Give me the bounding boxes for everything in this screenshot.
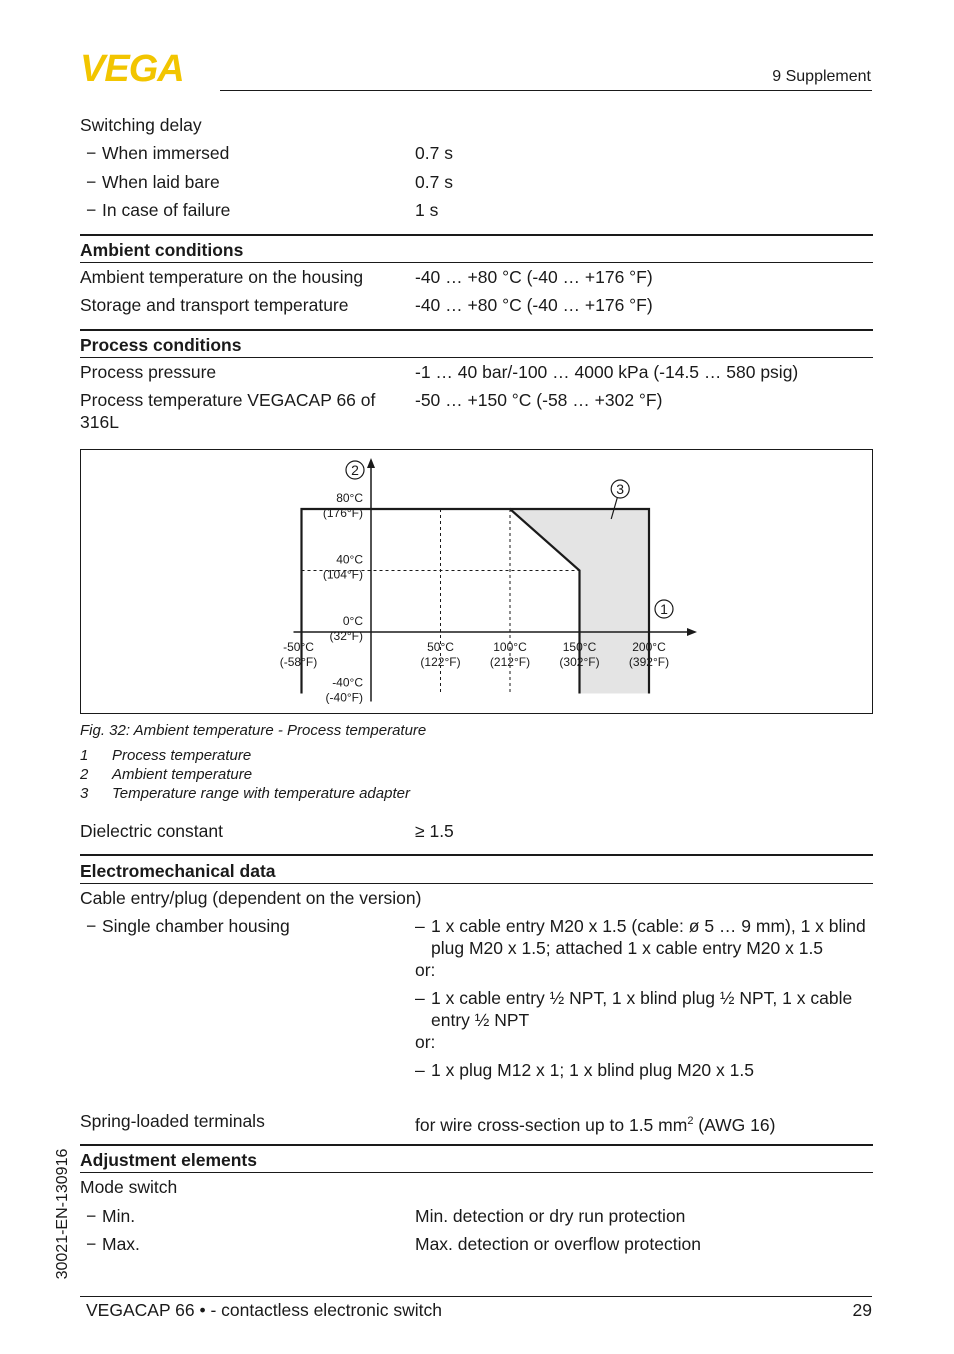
section-title-process: Process conditions — [80, 335, 242, 355]
document-code: 30021-EN-130916 — [54, 1148, 71, 1280]
mode-switch-heading: Mode switch — [80, 1177, 178, 1197]
y-tick-label: (32°F) — [329, 629, 363, 643]
row-value: -40 … +80 °C (-40 … +176 °F) — [415, 295, 653, 315]
legend-text: Ambient temperature — [112, 766, 253, 783]
x-tick-label: 100°C — [493, 640, 527, 654]
y-tick-label: (176°F) — [322, 506, 363, 520]
legend-text: Process temperature — [112, 747, 252, 764]
or-label: or: — [415, 960, 436, 980]
y-tick-label: 40°C — [336, 552, 363, 567]
x-tick-label: (122°F) — [420, 655, 461, 669]
footer-rule — [80, 1296, 872, 1297]
section-top-rule — [80, 329, 873, 331]
section-top-rule — [80, 1144, 873, 1146]
row-label: Process temperature VEGACAP 66 of 316L — [80, 390, 376, 432]
y-tick-label: 0°C — [342, 614, 363, 628]
brand-text: VEGA — [80, 50, 184, 84]
y-tick-label: (-40°F) — [325, 690, 363, 705]
cable-entry-heading: Cable entry/plug (dependent on the version) — [80, 888, 422, 908]
y-tick-label: -40°C — [332, 675, 363, 690]
row-label: − When laid bare — [80, 171, 422, 193]
superscript: 2 — [687, 1115, 694, 1127]
marker-ambient: 2 — [351, 462, 359, 478]
legend-number: 1 — [80, 747, 89, 764]
row-value: 0.7 s — [415, 143, 453, 163]
cable-option-2: – 1 x cable entry ½ NPT, 1 x blind plug ½ NPT, 1 x cable entry ½ NPT — [415, 987, 870, 1031]
row-label: − In case of failure — [80, 199, 422, 221]
section-bottom-rule — [80, 883, 873, 884]
row-label: − When immersed — [80, 142, 422, 164]
footer-product: VEGACAP 66 • - contactless electronic switch — [86, 1300, 442, 1320]
x-tick-label: -50°C — [283, 640, 314, 654]
legend-number: 3 — [80, 785, 89, 802]
section-bottom-rule — [80, 262, 873, 263]
row-value: ≥ 1.5 — [415, 821, 454, 841]
row-value: for wire cross-section up to 1.5 $mm^2$ (AWG 16) — [415, 1114, 776, 1135]
x-tick-label: (-58°F) — [279, 655, 318, 669]
cable-options — [415, 915, 870, 1081]
row-value: -40 … +80 °C (-40 … +176 °F) — [415, 267, 653, 287]
cable-option-1: – 1 x cable entry M20 x 1.5 (cable: ø 5 … 9 mm), 1 x blind plug M20 x 1.5; attached 1 x cable entry M20 x 1.5 — [415, 915, 870, 959]
y-tick-label: (104°F) — [322, 567, 363, 582]
row-label: Process pressure — [80, 362, 217, 382]
or-label: or: — [415, 1032, 436, 1052]
row-label: Spring-loaded terminals — [80, 1111, 265, 1131]
row-value: Min. detection or dry run protection — [415, 1206, 686, 1226]
vega-logo — [80, 50, 212, 84]
row-label: Ambient temperature on the housing — [80, 267, 364, 287]
row-label: − Min. — [80, 1205, 422, 1227]
x-tick-label: (392°F) — [628, 655, 670, 669]
row-label: Dielectric constant — [80, 821, 223, 841]
y-axis-arrow — [367, 458, 375, 468]
marker-process: 1 — [660, 601, 668, 617]
page-number: 29 — [852, 1300, 872, 1320]
legend-number: 2 — [80, 766, 89, 783]
x-tick-label: 150°C — [562, 640, 597, 654]
x-tick-label: (302°F) — [559, 655, 600, 669]
x-tick-label: (212°F) — [489, 655, 531, 669]
marker-adapter: 3 — [616, 481, 625, 497]
section-top-rule — [80, 854, 873, 856]
row-label: − Single chamber housing — [80, 915, 422, 937]
x-tick-label: 200°C — [632, 640, 666, 654]
row-label: Storage and transport temperature — [80, 295, 349, 315]
figure-caption: Fig. 32: Ambient temperature - Process temperature — [80, 722, 427, 739]
section-top-rule — [80, 234, 873, 236]
legend-text: Temperature range with temperature adapter — [112, 785, 410, 802]
section-bottom-rule — [80, 357, 873, 358]
row-value: -50 … +150 °C (-58 … +302 °F) — [415, 390, 663, 410]
y-tick-label: 80°C — [336, 491, 363, 505]
row-label: − Max. — [80, 1233, 422, 1255]
temperature-chart — [81, 450, 872, 713]
section-title-ambient: Ambient conditions — [80, 240, 244, 260]
row-value: Max. detection or overflow protection — [415, 1234, 701, 1254]
row-value: 0.7 s — [415, 172, 453, 192]
header-rule — [220, 90, 872, 91]
x-axis-arrow — [687, 628, 697, 636]
row-value: -1 … 40 bar/-100 … 4000 kPa (-14.5 … 580 psig) — [415, 362, 799, 382]
section-title-adjustment: Adjustment elements — [80, 1150, 257, 1170]
cable-option-3: – 1 x plug M12 x 1; 1 x blind plug M20 x 1.5 — [415, 1059, 870, 1081]
figure-frame — [80, 449, 873, 714]
section-label: 9 Supplement — [772, 68, 871, 85]
section-bottom-rule — [80, 1172, 873, 1173]
section-title-electromechanical: Electromechanical data — [80, 861, 276, 881]
row-value: 1 s — [415, 200, 439, 220]
x-tick-label: 50°C — [427, 640, 454, 654]
